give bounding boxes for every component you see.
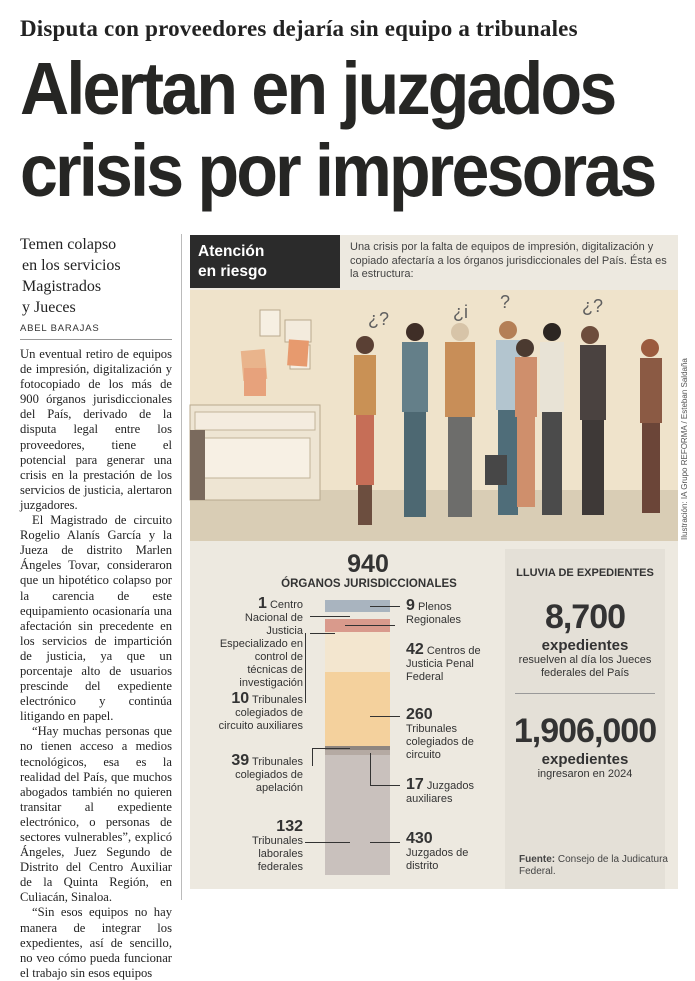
deck-line: y Jueces: [22, 299, 76, 316]
label-number: 17: [406, 776, 424, 793]
paragraph: “Hay muchas personas que no tienen acceso a medios tecnológicos, esa es la realidad del País, que muchos abogados también no quieren transitar al expediente electrónico, o personas de sectores vulnerables”, explicó Ángeles, Juez Segundo de Distrito del Centro Auxiliar de la Quinta Región, en Culiacán, Sinaloa.: [20, 724, 172, 905]
connector: [370, 606, 400, 607]
headline-line-2: crisis por impresoras: [20, 129, 655, 212]
stats-title: LLUVIA DE EXPEDIENTES: [516, 567, 654, 579]
total-label: ÓRGANOS JURISDICCIONALES: [281, 578, 457, 590]
label-centros-justicia: [406, 643, 498, 684]
connector: [310, 616, 350, 617]
label-text: Centro Nacional de Justicia Especializado en control de técnicas de investigación: [219, 599, 303, 689]
label-juzgados-auxiliares: [406, 778, 486, 806]
banner-line-2: en riesgo: [198, 263, 267, 280]
label-laborales: [225, 820, 303, 874]
label-number: 42: [406, 641, 424, 658]
stat-b-desc: ingresaron en 2024: [537, 768, 633, 780]
svg-text:¿?: ¿?: [368, 309, 390, 329]
queue-illustration: [190, 290, 678, 541]
kicker: Disputa con proveedores dejaría sin equipo a tribunales: [20, 16, 578, 41]
connector: [370, 842, 400, 843]
label-number: 260: [406, 706, 433, 723]
label-number: 9: [406, 597, 415, 614]
connector: [305, 842, 350, 843]
source-text: Consejo de la Judicatura Federal.: [519, 854, 668, 877]
source-label: Fuente:: [519, 854, 556, 865]
label-plenos: [406, 599, 466, 627]
label-text: Tribunales colegiados de circuito: [406, 723, 474, 761]
paragraph: Un eventual retiro de equipos de impresión, digitalización y fotocopiado de los más de 900 órganos jurisdiccionales del País, derivado de la disputa legal entre los proveedores, tiene el potencial para generar una crisis en la prestación de los servicios de justicia, alertaron juzgadores.: [20, 347, 172, 512]
stat-b-unit: expedientes: [541, 751, 629, 768]
connector: [345, 625, 395, 626]
article-body: [20, 347, 172, 980]
segment-laborales-distrito: [325, 755, 390, 875]
headline-line-1: Alertan en juzgados: [20, 47, 615, 130]
column-divider: [181, 234, 182, 900]
label-text: Juzgados auxiliares: [406, 780, 474, 805]
banner-line-1: Atención: [198, 243, 265, 260]
label-text: Tribunales colegiados de apelación: [235, 756, 303, 794]
label-colegiados: [406, 708, 476, 762]
label-auxiliares-colegiados: [215, 692, 303, 733]
label-juzgados-distrito: [406, 832, 476, 873]
source-note: [519, 854, 695, 878]
label-apelacion: [220, 754, 303, 795]
stat-a-number: 8,700: [544, 598, 626, 636]
infographic-intro: Una crisis por la falta de equipos de impresión, digitalización y copiado afectaría a los órganos jurisdiccionales del País. Ésta es la estructura:: [350, 241, 667, 280]
segment-colegiados: [325, 672, 390, 746]
connector: [312, 748, 350, 749]
connector: [312, 748, 313, 766]
label-text: Plenos Regionales: [406, 601, 462, 626]
label-text: Centros de Justicia Penal Federal: [406, 645, 481, 683]
deck-line: Magistrados: [22, 278, 102, 295]
label-text: Juzgados de distrito: [406, 847, 469, 872]
label-text: Tribunales colegiados de circuito auxiliares: [218, 694, 303, 732]
connector: [305, 633, 306, 703]
total-number: 940: [347, 550, 389, 578]
label-text: Tribunales laborales federales: [252, 835, 303, 873]
label-number: 39: [231, 752, 250, 769]
stat-a-unit: expedientes: [541, 637, 629, 654]
svg-text:¿?: ¿?: [582, 296, 604, 316]
stat-b-number: 1,906,000: [513, 712, 657, 750]
paragraph: El Magistrado de circuito Rogelio Alanís García y la Jueza de distrito Marlen Ángeles Tovar, consideraron que un hipotético colapso por la carencia de este equipamiento ocasionaría una afectación sin precedente en los servicios de impartición de justicia, ya que un porcentaje alto de usuarios prescinde del expediente electrónico y continúa litigando en papel.: [20, 513, 172, 724]
stat-a-desc: resuelven al día los Jueces federales del País: [518, 654, 652, 679]
illustration-credit: Ilustración: IA Grupo REFORMA / Esteban Saldaña: [680, 358, 689, 540]
infographic-banner: [190, 235, 340, 288]
paragraph: “Sin esos equipos no hay manera de integrar los expedientes, así de sencillo, no veo cómo pueda funcionar el trabajo sin esos equipos: [20, 905, 172, 980]
connector: [370, 716, 400, 717]
connector: [370, 785, 400, 786]
stats-divider: [515, 693, 655, 694]
deck-line: en los servicios: [22, 257, 121, 274]
byline: ABEL BARAJAS: [20, 323, 100, 334]
byline-rule: [20, 339, 172, 340]
svg-text:?: ?: [500, 292, 511, 312]
label-centro-nacional: [213, 597, 303, 690]
label-number: 1: [258, 595, 267, 612]
label-number: 430: [406, 830, 433, 847]
connector: [370, 753, 371, 785]
label-number: 10: [231, 690, 250, 707]
svg-text:¿i: ¿i: [453, 302, 468, 322]
segment-auxiliares-colegiados: [325, 632, 390, 672]
deck: [20, 234, 170, 318]
deck-line: Temen colapso: [20, 236, 117, 253]
label-number: 132: [276, 818, 303, 835]
connector: [310, 633, 335, 634]
headline: [20, 47, 655, 212]
